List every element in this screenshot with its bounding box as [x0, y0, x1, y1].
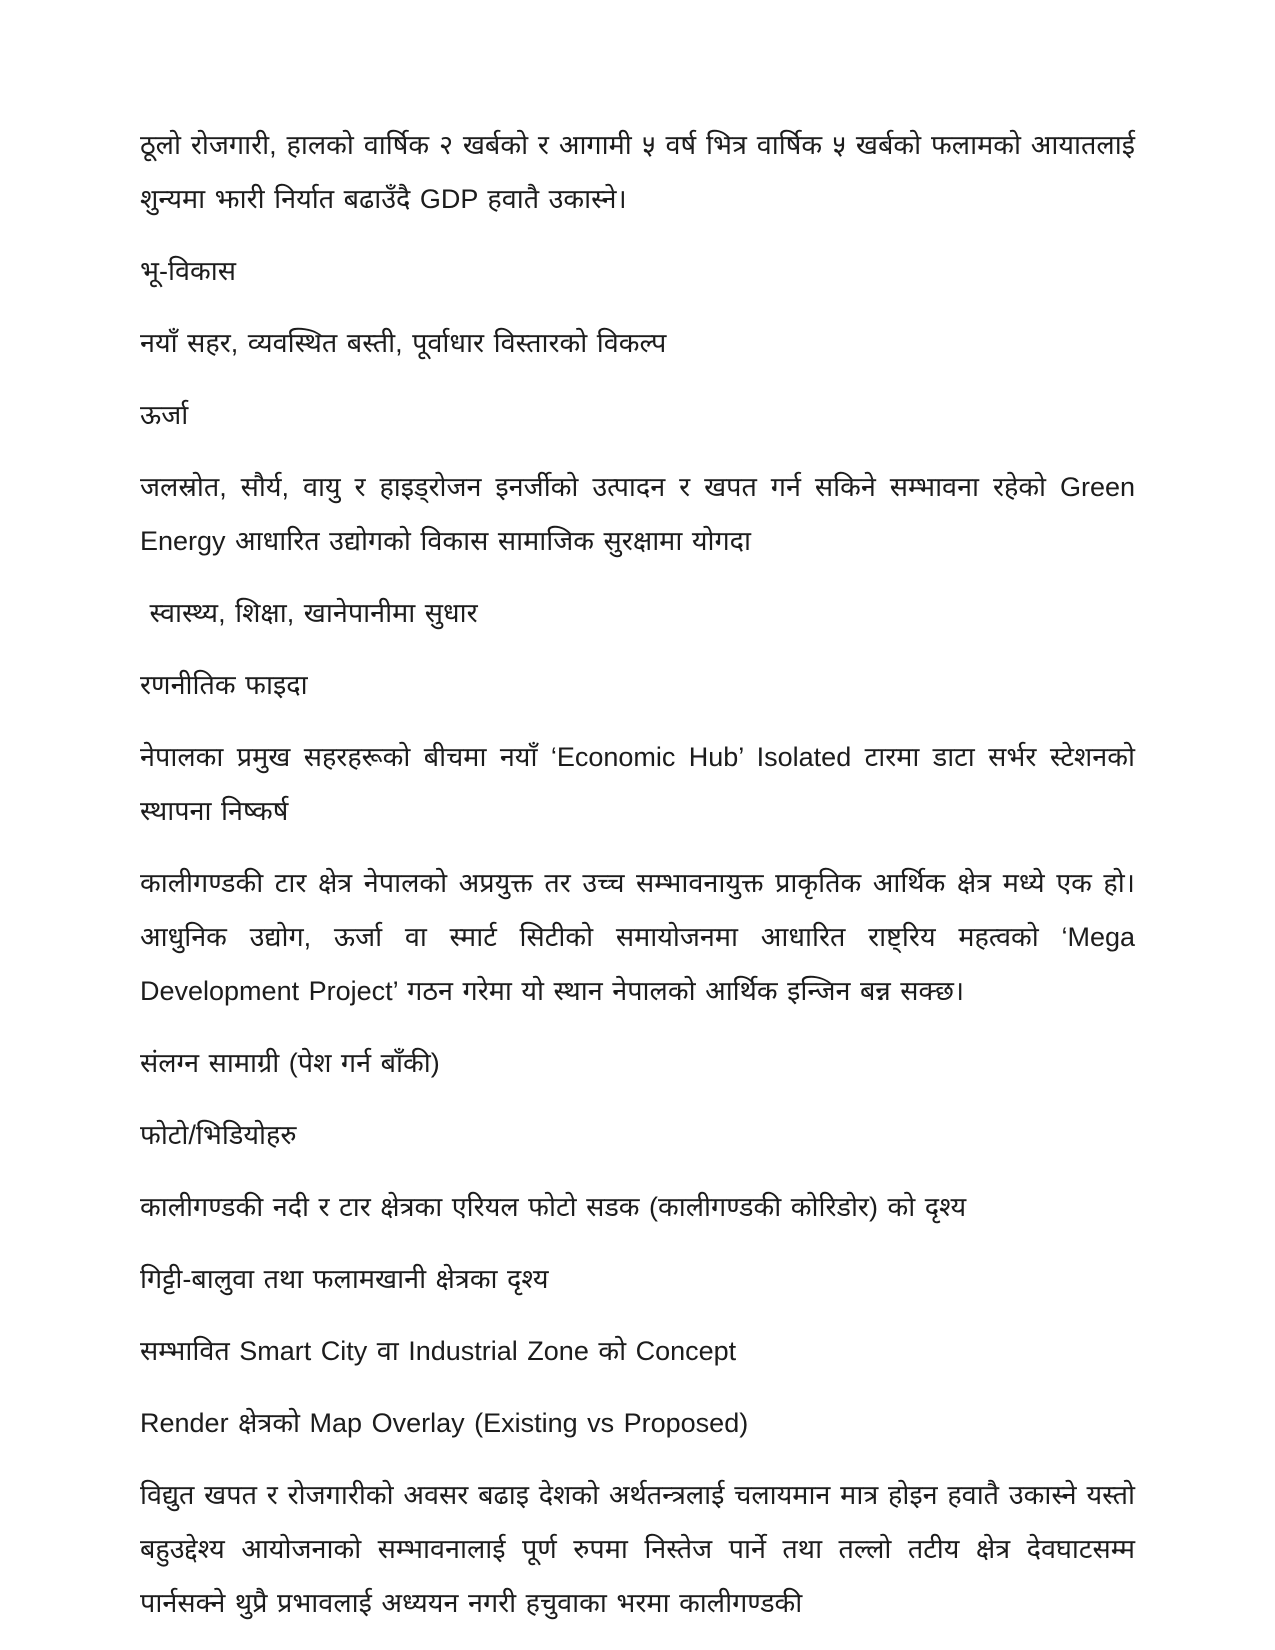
paragraph-new-city-options: नयाँ सहर, व्यवस्थित बस्ती, पूर्वाधार विस्तारको विकल्प — [140, 328, 667, 358]
paragraph-electricity-impact: विद्युत खपत र रोजगारीको अवसर बढाइ देशको अर्थतन्त्रलाई चलायमान मात्र होइन हवातै उकास्ने यस्तो बहुउद्देश्य आयोजनाको सम्भावनालाई पूर्ण रुपमा निस्तेज पार्ने तथा तल्लो तटीय क्षेत्र देवघाटसम्म पार्नसक्ने थुप्रै प्रभावलाई अध्ययन नगरी हचुवाका भरमा कालीगण्डकी — [140, 1480, 1145, 1618]
heading-attached-materials: संलग्न सामाग्री (पेश गर्न बाँकी) — [140, 1048, 440, 1078]
paragraph-green-energy: जलस्रोत, सौर्य, वायु र हाइड्रोजन इनर्जीको उत्पादन र खपत गर्न सकिने सम्भावना रहेको Green Energy आधारित उद्योगको विकास सामाजिक सुरक्षामा योगदा — [140, 472, 1145, 556]
paragraph-iron-import-gdp: ठूलो रोजगारी, हालको वार्षिक २ खर्बको र आगामी ५ वर्ष भित्र वार्षिक ५ खर्बको फलामको आयातलाई शुन्यमा झारी निर्यात बढाउँदै GDP हवातै उकास्ने। — [140, 130, 1145, 214]
paragraph-smart-city-concept: सम्भावित Smart City वा Industrial Zone को Concept — [140, 1336, 737, 1366]
heading-land-development: भू-विकास — [140, 256, 236, 286]
paragraph-economic-hub: नेपालका प्रमुख सहरहरूको बीचमा नयाँ ‘Economic Hub’ Isolated टारमा डाटा सर्भर स्टेशनको स्थापना निष्कर्ष — [140, 742, 1145, 826]
paragraph-conclusion-kaligandaki: कालीगण्डकी टार क्षेत्र नेपालको अप्रयुक्त तर उच्च सम्भावनायुक्त प्राकृतिक आर्थिक क्षेत्र मध्ये एक हो। आधुनिक उद्योग, ऊर्जा वा स्मार्ट सिटीको समायोजनमा आधारित राष्ट्रिय महत्वको ‘Mega Development Project’ गठन गरेमा यो स्थान नेपालको आर्थिक इन्जिन बन्न सक्छ। — [140, 868, 1155, 1006]
paragraph-aerial-photos: कालीगण्डकी नदी र टार क्षेत्रका एरियल फोटो सडक (कालीगण्डकी कोरिडोर) को दृश्य — [140, 1192, 967, 1222]
paragraph-render-map-overlay: Render क्षेत्रको Map Overlay (Existing vs Proposed) — [140, 1408, 749, 1438]
heading-energy: ऊर्जा — [140, 400, 189, 430]
paragraph-gravel-sand-iron-mine: गिट्टी-बालुवा तथा फलामखानी क्षेत्रका दृश्य — [140, 1264, 549, 1294]
heading-photos-videos: फोटो/भिडियोहरु — [140, 1120, 297, 1150]
heading-strategic-benefit: रणनीतिक फाइदा — [140, 670, 308, 700]
paragraph-health-education-water: स्वास्थ्य, शिक्षा, खानेपानीमा सुधार — [140, 598, 478, 628]
